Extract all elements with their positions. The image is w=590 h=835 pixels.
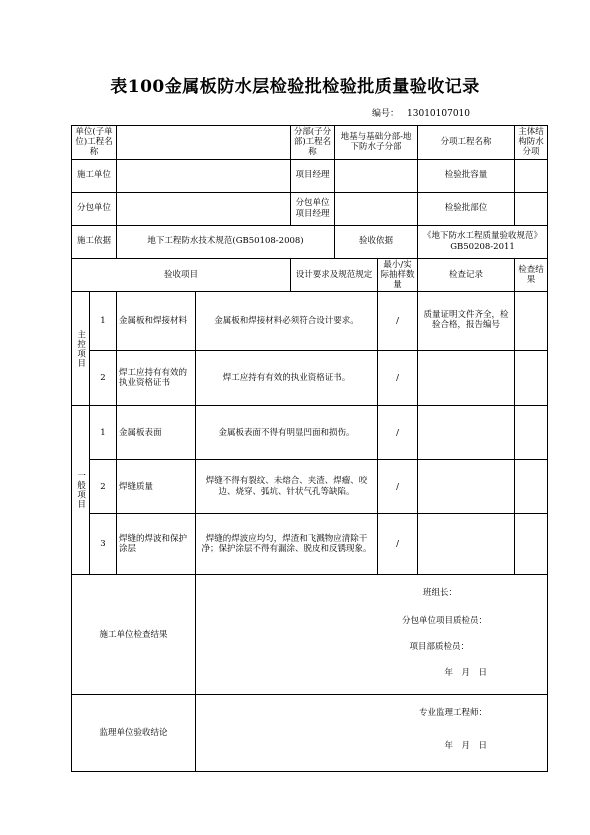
- main-group-label: 主控项目: [72, 292, 90, 406]
- contractor-value[interactable]: [117, 159, 291, 192]
- supervisor-check-signatures[interactable]: [196, 695, 548, 772]
- main-item-no: 1: [90, 292, 117, 351]
- general-item-no: 2: [90, 460, 117, 514]
- sub-value[interactable]: [117, 192, 291, 225]
- sub-inspector-signature: 分包单位项目质检员：: [402, 615, 488, 626]
- dept-inspector-signature: 项目部质检员：: [409, 642, 470, 653]
- general-item-sample[interactable]: /: [378, 406, 418, 460]
- page-title: 表100金属板防水层检验批检验批质量验收记录: [110, 77, 480, 97]
- location-value[interactable]: [515, 192, 548, 225]
- general-group-label: 一般项目: [72, 406, 90, 575]
- general-item-design: 金属板表面不得有明显凹面和损伤。: [196, 406, 378, 460]
- main-item-record[interactable]: [418, 351, 515, 406]
- record-number-label: 编号：: [372, 109, 400, 119]
- general-item-record[interactable]: [418, 514, 515, 575]
- unit-label: 单位(子单位)工程名称: [72, 126, 117, 160]
- main-item-no: 2: [90, 351, 117, 406]
- contractor-label: 施工单位: [72, 159, 117, 192]
- team-leader-signature: 班组长：: [423, 588, 458, 599]
- main-item-name: 焊工应持有有效的执业资格证书: [117, 351, 196, 406]
- col-sample: 最小/实际抽样数量: [378, 258, 418, 292]
- main-item-result[interactable]: [515, 292, 548, 351]
- main-item-sample[interactable]: /: [378, 351, 418, 406]
- subdiv-value: 地基与基础分部-地下防水子分部: [335, 126, 418, 160]
- capacity-label: 检验批容量: [418, 159, 515, 192]
- main-item-result[interactable]: [515, 351, 548, 406]
- inspection-form: [71, 125, 548, 772]
- item-label: 分项工程名称: [418, 126, 515, 160]
- col-record: 检查记录: [418, 258, 515, 292]
- unit-value[interactable]: [117, 126, 291, 160]
- general-item-sample[interactable]: /: [378, 514, 418, 575]
- general-item-name: 金属板表面: [117, 406, 196, 460]
- subdiv-label: 分部(子分部)工程名称: [291, 126, 335, 160]
- sub-label: 分包单位: [72, 192, 117, 225]
- record-number-value: 13010107010: [407, 109, 471, 119]
- col-result: 检查结果: [515, 258, 548, 292]
- main-item-sample[interactable]: /: [378, 292, 418, 351]
- contractor-check-signatures[interactable]: [196, 575, 548, 695]
- general-item-no: 3: [90, 514, 117, 575]
- general-item-result[interactable]: [515, 460, 548, 514]
- pm-label: 项目经理: [291, 159, 335, 192]
- pm-value[interactable]: [335, 159, 418, 192]
- basis-label: 施工依据: [72, 225, 117, 258]
- general-item-record[interactable]: [418, 460, 515, 514]
- general-item-record[interactable]: [418, 406, 515, 460]
- main-item-design: 金属板和焊接材料必须符合设计要求。: [196, 292, 378, 351]
- general-item-name: 焊缝质量: [117, 460, 196, 514]
- record-number: [372, 106, 478, 119]
- supervisor-check-label: 监理单位验收结论: [72, 695, 196, 772]
- general-item-sample[interactable]: /: [378, 460, 418, 514]
- main-item-design: 焊工应持有有效的执业资格证书。: [196, 351, 378, 406]
- general-item-design: 焊缝不得有裂纹、未熔合、夹渣、焊瘤、咬边、烧穿、弧坑、针状气孔等缺陷。: [196, 460, 378, 514]
- item-value: 主体结构防水分项: [515, 126, 548, 160]
- contractor-date: 年 月 日: [444, 667, 488, 678]
- sub-pm-label: 分包单位项目经理: [291, 192, 335, 225]
- capacity-value[interactable]: [515, 159, 548, 192]
- general-item-no: 1: [90, 406, 117, 460]
- general-item-name: 焊缝的焊波和保护涂层: [117, 514, 196, 575]
- contractor-check-label: 施工单位检查结果: [72, 575, 196, 695]
- acceptance-value: 《地下防水工程质量验收规范》GB50208-2011: [418, 225, 548, 258]
- general-item-result[interactable]: [515, 406, 548, 460]
- main-item-name: 金属板和焊接材料: [117, 292, 196, 351]
- supervisor-engineer-signature: 专业监理工程师：: [419, 708, 488, 719]
- acceptance-label: 验收依据: [335, 225, 418, 258]
- general-item-result[interactable]: [515, 514, 548, 575]
- supervisor-date: 年 月 日: [444, 740, 488, 751]
- basis-value: 地下工程防水技术规范(GB50108-2008): [117, 225, 335, 258]
- col-item: 验收项目: [72, 258, 291, 292]
- location-label: 检验批部位: [418, 192, 515, 225]
- main-item-record[interactable]: 质量证明文件齐全，检验合格，报告编号: [418, 292, 515, 351]
- sub-pm-value[interactable]: [335, 192, 418, 225]
- general-item-design: 焊缝的焊波应均匀，焊渣和飞溅物应清除干净；保护涂层不得有漏涂、脱皮和反锈现象。: [196, 514, 378, 575]
- col-design: 设计要求及规范规定: [291, 258, 378, 292]
